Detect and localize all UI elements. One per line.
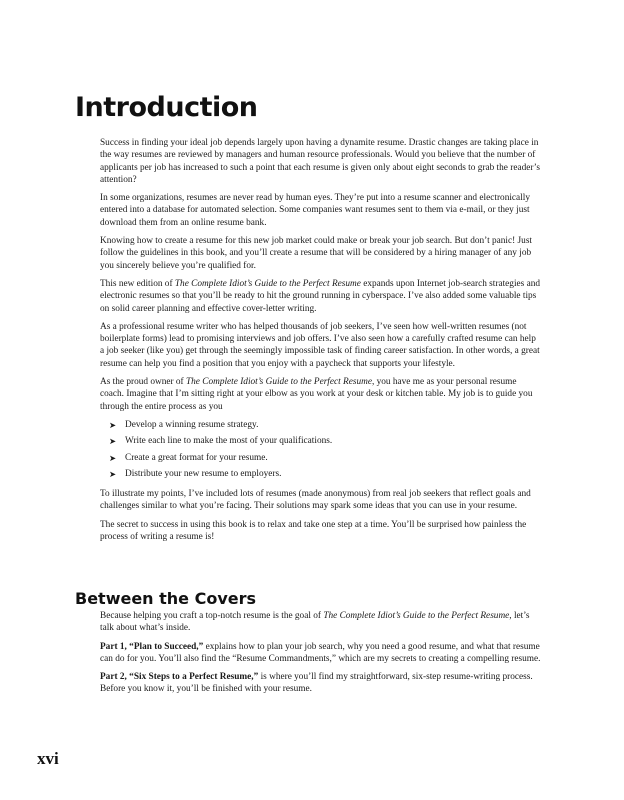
paragraph-6-lead: As the proud owner of — [100, 377, 186, 388]
part-2-paragraph — [100, 671, 542, 696]
list-item — [109, 452, 542, 464]
arrow-bullet-icon: ➤ — [109, 436, 117, 447]
paragraph-4-rest: expands upon Internet job-search strategies and electronic resumes so that you’ll be ready to hit the ground running in cyberspace. I’ve also added some valuable tips on solid career planning and effective cover-letter writing. — [100, 278, 541, 314]
paragraph-7: To illustrate my points, I’ve included lots of resumes (made anonymous) from real job seekers that reflect goals and challenges similar to what you’re facing. Their solutions may spark some ideas that you can use in your resume. — [100, 489, 531, 512]
list-item-text: Write each line to make the most of your qualifications. — [125, 436, 333, 447]
page-title: Introduction — [75, 92, 258, 123]
part-2-text: is where you’ll find my straightforward, six-step resume-writing process. Before you know it, you’ll be finished with your resume. — [100, 672, 533, 695]
arrow-bullet-icon: ➤ — [109, 419, 117, 430]
paragraph-6 — [100, 376, 542, 413]
covers-rest: , let’s talk about what’s inside. — [100, 611, 530, 634]
book-title: The Complete Idiot’s Guide to the Perfect Resume — [185, 377, 372, 388]
paragraph-6-rest: , you have me as your personal resume coach. Imagine that I’m sitting right at your elbow as you work at your desk or kitchen table. My job is to guide you through the entire process as you — [100, 377, 533, 412]
part-2-label: Part 2, “Six Steps to a Perfect Resume,” — [100, 672, 259, 683]
paragraph-2: In some organizations, resumes are never read by human eyes. They’re put into a resume scanner and electronically entered into a database for automated selection. Some companies want resumes sent to them via e-mail, or they just download them from an online resume bank. — [100, 193, 530, 228]
arrow-bullet-icon: ➤ — [109, 468, 117, 479]
covers-paragraph-1 — [100, 610, 542, 635]
introduction-body — [100, 137, 542, 549]
book-title: The Complete Idiot’s Guide to the Perfect Resume — [174, 278, 361, 289]
arrow-bullet-icon: ➤ — [109, 452, 117, 463]
goal-list — [100, 419, 542, 480]
paragraph-8: The secret to success in using this book is to relax and take one step at a time. You’ll be surprised how painless the process of writing a resume is! — [100, 519, 527, 543]
list-item-text: Create a great format for your resume. — [125, 452, 268, 463]
book-title: The Complete Idiot’s Guide to the Perfect Resume — [323, 611, 510, 621]
page-number: xvi — [37, 749, 59, 768]
list-item-text: Distribute your new resume to employers. — [125, 468, 282, 479]
part-1-paragraph — [100, 641, 542, 666]
paragraph-3: Knowing how to create a resume for this new job market could make or break your job search. But don’t panic! Just follow the guidelines in this book, and you’ll create a resume that will be considered by a hiring manager of any job you sincerely believe you’re qualified for. — [100, 236, 533, 271]
paragraph-5: As a professional resume writer who has helped thousands of job seekers, I’ve seen how well-written resumes (not boilerplate forms) lead to promising interviews and job offers. I’ve also seen how a carefully crafted resume can help a job seeker (like you) get through the seemingly impossible task of finding career satisfaction. In other words, a great resume can help you find a position that you enjoy with a paycheck that supports your lifestyle. — [100, 321, 540, 369]
list-item — [109, 435, 542, 447]
part-1-text: explains how to plan your job search, why you need a good resume, and what that resume can do for you. You’ll also find the “Resume Commandments,” which are my secrets to creating a compelling resume. — [100, 641, 541, 664]
paragraph-4-lead: This new edition of — [100, 278, 175, 289]
paragraph-1: Success in finding your ideal job depends largely upon having a dynamite resume. Drastic changes are taking place in the way resumes are reviewed by managers and human resource professionals. Would you believe that the number of applicants per job has increased to such a point that each resume is given only about eight seconds to grab the reader’s attention? — [100, 138, 541, 185]
list-item-text: Develop a winning resume strategy. — [125, 419, 259, 430]
between-covers-body — [100, 610, 542, 702]
section-heading: Between the Covers — [75, 589, 257, 608]
list-item — [109, 419, 542, 431]
covers-lead: Because helping you craft a top-notch resume is the goal of — [100, 611, 324, 621]
paragraph-4 — [100, 278, 542, 315]
list-item — [109, 468, 542, 480]
part-1-label: Part 1, “Plan to Succeed,” — [100, 641, 204, 652]
